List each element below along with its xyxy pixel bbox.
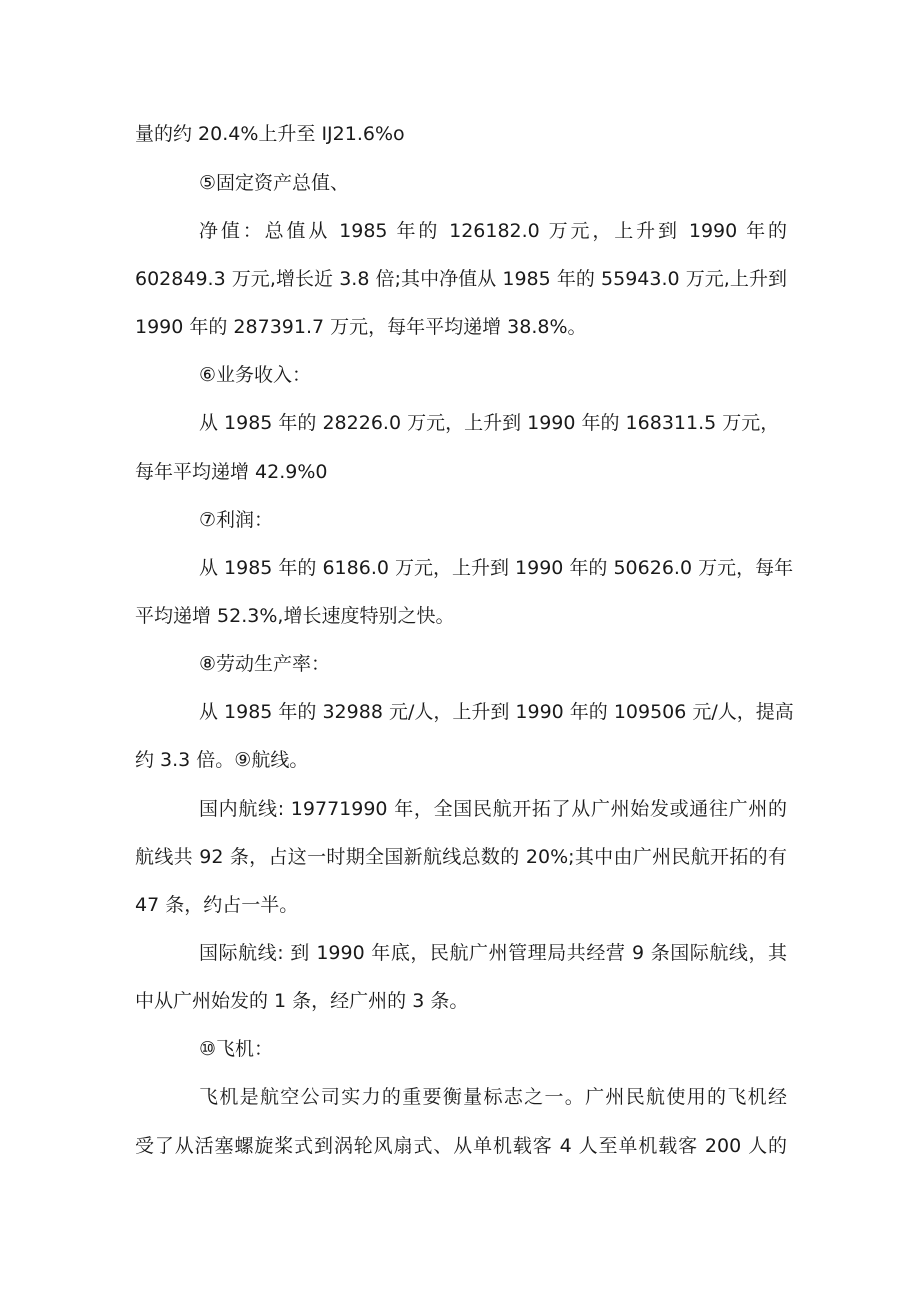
text-line: 平均递增 52.3%,增长速度特别之快。 bbox=[135, 605, 455, 627]
section-heading-business-revenue: ⑥业务收入： bbox=[199, 364, 312, 386]
text-line: 中从广州始发的 1 条，经广州的 3 条。 bbox=[135, 990, 469, 1012]
text-line: 从 1985 年的 6186.0 万元，上升到 1990 年的 50626.0 万元，每年 bbox=[199, 557, 794, 579]
text-line: 净值：总值从 1985 年的 126182.0 万元，上升到 1990 年的 bbox=[199, 220, 787, 242]
text-line: 602849.3 万元,增长近 3.8 倍;其中净值从 1985 年的 55943.0 万元,上升到 bbox=[135, 268, 787, 290]
text-line: 47 条，约占一半。 bbox=[135, 894, 299, 916]
section-heading-aircraft: ⑩飞机： bbox=[199, 1038, 274, 1060]
text-line: 每年平均递增 42.9%0 bbox=[135, 461, 328, 483]
text-line: 国内航线: 19771990 年，全国民航开拓了从广州始发或通往广州的 bbox=[199, 798, 787, 820]
text-line: 国际航线: 到 1990 年底，民航广州管理局共经营 9 条国际航线，其 bbox=[199, 942, 787, 964]
text-line: 飞机是航空公司实力的重要衡量标志之一。广州民航使用的飞机经 bbox=[199, 1086, 787, 1108]
text-line: 约 3.3 倍。⑨航线。 bbox=[135, 749, 309, 771]
text-line: 1990 年的 287391.7 万元，每年平均递增 38.8%。 bbox=[135, 316, 587, 338]
section-heading-fixed-assets: ⑤固定资产总值、 bbox=[199, 172, 350, 194]
section-heading-profit: ⑦利润： bbox=[199, 509, 274, 531]
text-line: 航线共 92 条，占这一时期全国新航线总数的 20%;其中由广州民航开拓的有 bbox=[135, 846, 787, 868]
text-line: 受了从活塞螺旋桨式到涡轮风扇式、从单机载客 4 人至单机载客 200 人的 bbox=[135, 1135, 787, 1157]
text-line: 从 1985 年的 28226.0 万元，上升到 1990 年的 168311.5 万元， bbox=[199, 412, 780, 434]
text-line: 从 1985 年的 32988 元/人，上升到 1990 年的 109506 元/人，提高 bbox=[199, 701, 794, 723]
text-line: 量的约 20.4%上升至 IJ21.6%o bbox=[135, 123, 405, 145]
section-heading-labor-productivity: ⑧劳动生产率： bbox=[199, 653, 331, 675]
